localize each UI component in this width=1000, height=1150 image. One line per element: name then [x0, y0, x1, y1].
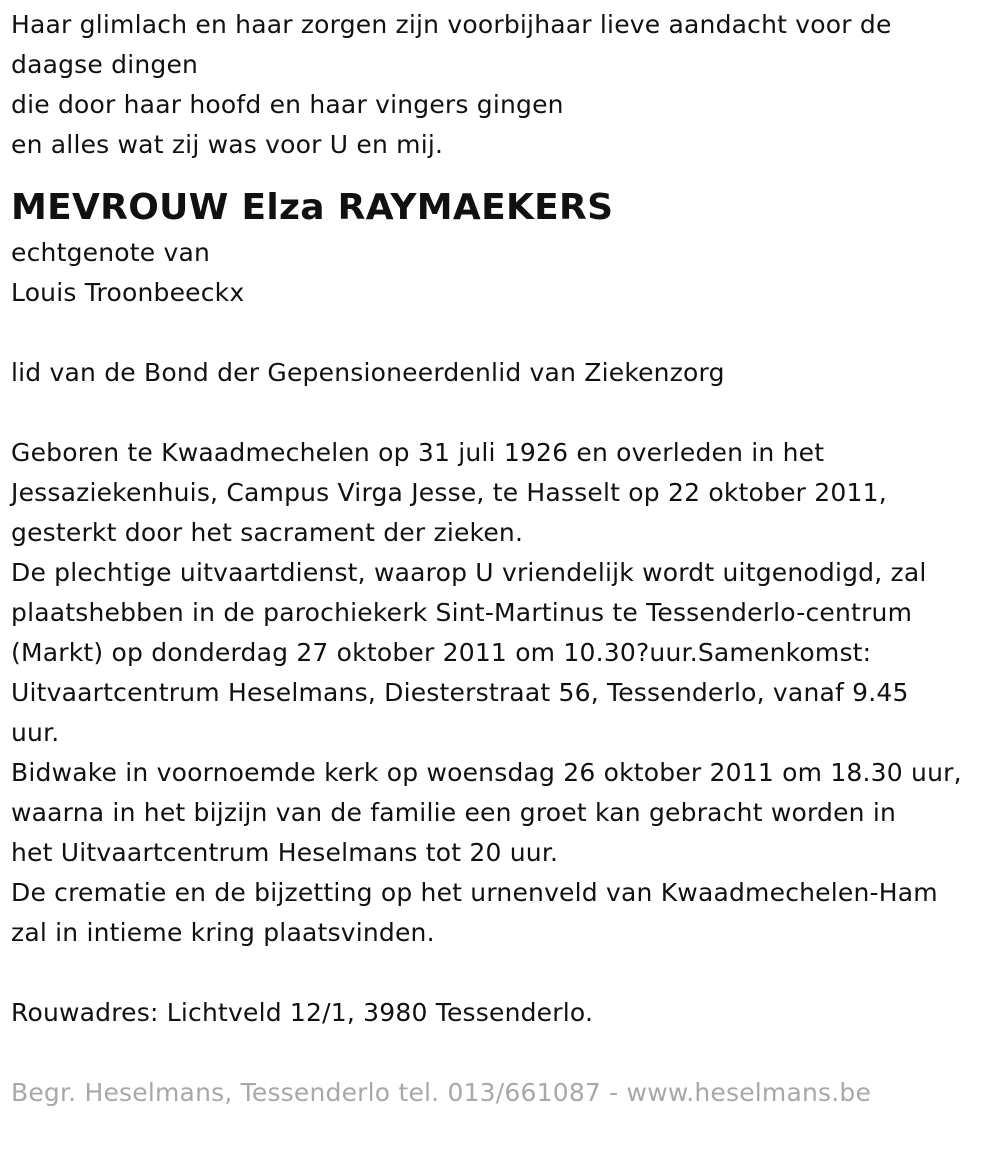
relation-block	[11, 233, 996, 313]
announcement-text	[11, 433, 996, 953]
announcement-line: het Uitvaartcentrum Heselmans tot 20 uur.	[11, 838, 559, 867]
announcement-line: De plechtige uitvaartdienst, waarop U vriendelijk wordt uitgenodigd, zal	[11, 558, 927, 587]
announcement-line: Bidwake in voornoemde kerk op woensdag 26 oktober 2011 om 18.30 uur,	[11, 758, 962, 787]
poem-line: daagse dingen	[11, 50, 199, 79]
membership-line: lid van de Bond der Gepensioneerdenlid van Ziekenzorg	[11, 358, 725, 387]
poem-line: Haar glimlach en haar zorgen zijn voorbijhaar lieve aandacht voor de	[11, 10, 892, 39]
announcement-line: Geboren te Kwaadmechelen op 31 juli 1926 en overleden in het	[11, 438, 825, 467]
mourning-address: Rouwadres: Lichtveld 12/1, 3980 Tessenderlo.	[11, 998, 594, 1027]
announcement-line: uur.	[11, 718, 60, 747]
announcement-line: (Markt) op donderdag 27 oktober 2011 om 10.30?uur.Samenkomst:	[11, 638, 872, 667]
spacer	[11, 953, 996, 993]
spacer	[11, 313, 996, 353]
announcement-line: gesterkt door het sacrament der zieken.	[11, 518, 524, 547]
announcement-line: plaatshebben in de parochiekerk Sint-Martinus te Tessenderlo-centrum	[11, 598, 913, 627]
announcement-line: De crematie en de bijzetting op het urnenveld van Kwaadmechelen-Ham	[11, 878, 938, 907]
obituary-document	[11, 5, 996, 1113]
announcement-line: Jessaziekenhuis, Campus Virga Jesse, te Hasselt op 22 oktober 2011,	[11, 478, 887, 507]
spacer	[11, 393, 996, 433]
spacer	[11, 1033, 996, 1073]
poem-line: en alles wat zij was voor U en mij.	[11, 130, 444, 159]
announcement-line: zal in intieme kring plaatsvinden.	[11, 918, 435, 947]
announcement-line: waarna in het bijzijn van de familie een groet kan gebracht worden in	[11, 798, 897, 827]
relation-line: echtgenote van	[11, 238, 211, 267]
poem-line: die door haar hoofd en haar vingers gingen	[11, 90, 564, 119]
relation-line: Louis Troonbeeckx	[11, 278, 245, 307]
funeral-home-footer: Begr. Heselmans, Tessenderlo tel. 013/661087 - www.heselmans.be	[11, 1078, 872, 1107]
poem	[11, 5, 996, 165]
deceased-name: MEVROUW Elza RAYMAEKERS	[11, 187, 614, 228]
announcement-line: Uitvaartcentrum Heselmans, Diesterstraat 56, Tessenderlo, vanaf 9.45	[11, 678, 909, 707]
